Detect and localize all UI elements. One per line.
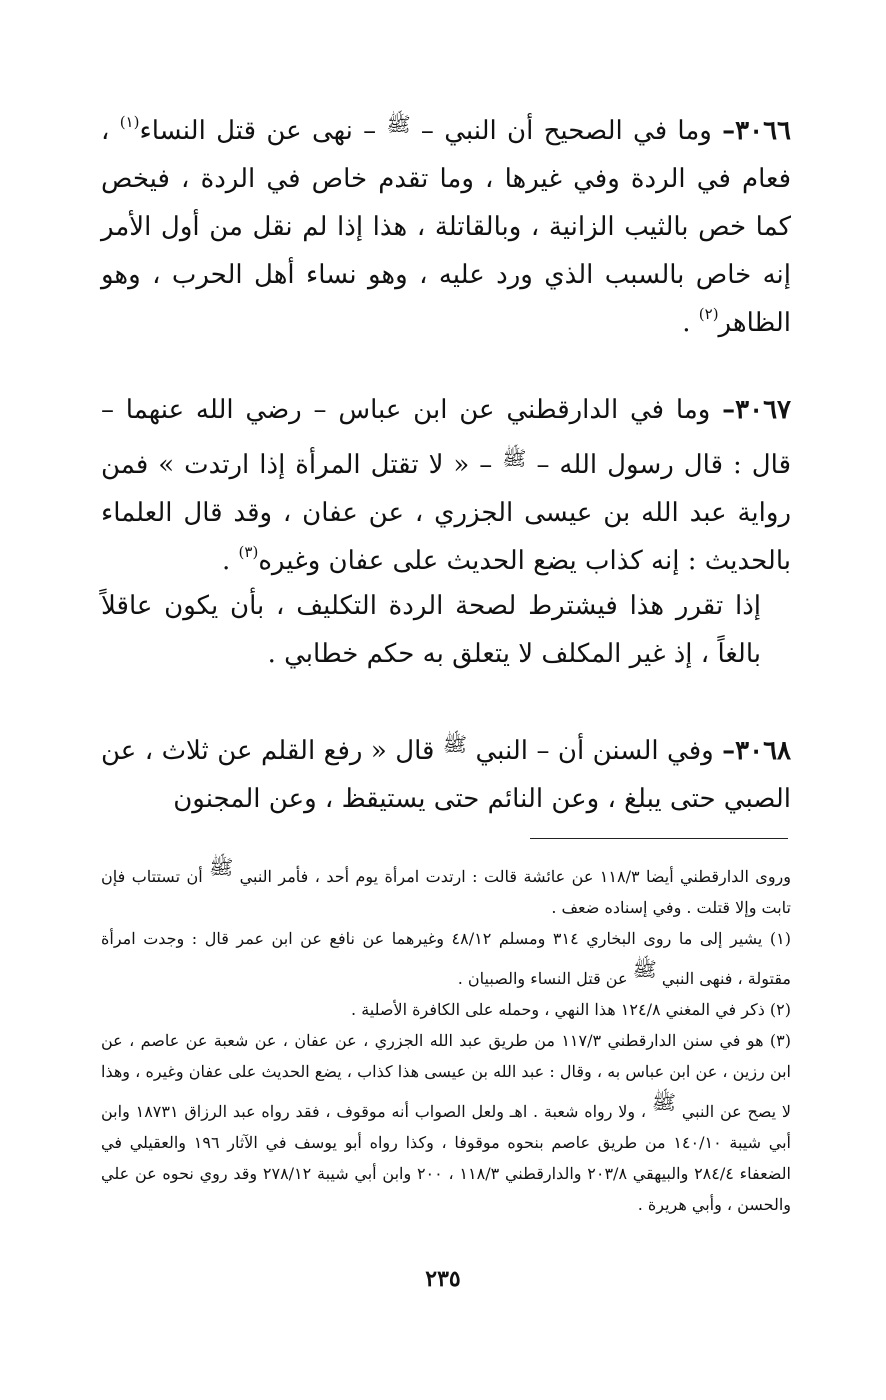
honorific-symbol: ﷺ [209, 855, 234, 879]
footnote-ref[interactable]: (٣) [238, 543, 259, 561]
footnote-2: (٢) ذكر في المغني ١٢٤/٨ هذا النهي ، وحمله على الكافرة الأصلية . [351, 1000, 791, 1019]
item-text: . [682, 308, 699, 338]
footnote-text: (١) يشير إلى ما روى البخاري ٣١٤ ومسلم ٤٨/١٢ وغيرهما عن نافع عن ابن عمر قال : وجدت امرأة مقتولة ، فنهى النبي [101, 929, 791, 988]
item-text: وما في الصحيح أن النبي – [410, 116, 723, 146]
footnotes-section [101, 852, 791, 1220]
paragraph-conditions [101, 582, 791, 678]
item-3066 [101, 100, 791, 347]
item-text: وفي السنن أن – النبي [467, 736, 723, 766]
item-3066-text [101, 100, 791, 347]
paragraph-text: إذا تقرر هذا فيشترط لصحة الردة التكليف ، بأن يكون عاقلاً بالغاً ، إذ غير المكلف لا يتعلق به حكم خطابي . [101, 591, 761, 669]
footnote-ref[interactable]: (٢) [698, 305, 719, 323]
footnote-text: عن قتل النساء والصبيان . [457, 969, 633, 988]
footnote-separator [530, 838, 788, 839]
item-text: – « لا تقتل المرأة إذا ارتدت » فمن رواية عبد الله بن عيسى الجزري ، عن عفان ، وقد قال العلماء بالحديث : إنه كذاب يضع الحديث على عفان وغيره [101, 450, 791, 576]
item-number: ٣٠٦٧– [722, 395, 791, 425]
item-3068-text [101, 720, 791, 823]
item-text: قال « رفع القلم عن ثلاث ، عن الصبي حتى يبلغ ، وعن النائم حتى يستيقظ ، وعن المجنون [101, 736, 791, 814]
footnote-text: أن تستتاب فإن تابت وإلا قتلت . وفي إسناده ضعف . [101, 867, 791, 917]
item-text: ، فعام في الردة وفي غيرها ، وما تقدم خاص في الردة ، فيخص كما خص بالثيب الزانية ، وبالقاتلة ، هذا إذا لم نقل من أول الأمر إنه خاص بالسبب الذي ورد عليه ، وهو نساء أهل الحرب ، وهو الظاهر [101, 116, 791, 338]
page-number: ٢٣٥ [425, 1266, 461, 1292]
honorific-symbol: ﷺ [651, 1090, 677, 1114]
honorific-symbol: ﷺ [502, 446, 527, 470]
footnote-3 [101, 1025, 791, 1220]
item-text: – نهى عن قتل النساء [139, 116, 387, 146]
honorific-symbol: ﷺ [632, 957, 657, 981]
footnote-text: وروى الدارقطني أيضا ١١٨/٣ عن عائشة قالت : ارتدت امرأة يوم أحد ، فأمر النبي [233, 867, 792, 886]
footnote-ref[interactable]: (١) [119, 113, 140, 131]
footnote-text: (٣) هو في سنن الدارقطني ١١٧/٣ من طريق عبد الله الجزري ، عن عفان ، عن شعبة عن عاصم ، عن ابن رزين ، عن ابن عباس به ، وقال : عبد الله بن عيسى هذا كذاب ، يضع الحديث على عفان وغيره ، وهذا لا يصح عن النبي [101, 1031, 792, 1121]
footnote-text: ، ولا رواه شعبة . اهـ ولعل الصواب أنه موقوف ، فقد رواه عبد الرزاق ١٨٧٣١ وابن أبي شيبة ١٤٠/١٠ من طريق عاصم بنحوه موقوفا ، وكذا رواه أبو يوسف في الآثار ١٩٦ والعقيلي في الضعفاء ٢٨٤/٤ والبيهقي ٢٠٣/٨ والدارقطني ١١٨/٣ ، ٢٠٠ وابن أبي شيبة ٢٧٨/١٢ وقد روي نحوه عن علي والحسن ، وأبي هريرة . [101, 1102, 791, 1214]
honorific-symbol: ﷺ [386, 112, 411, 136]
item-text: . [222, 546, 239, 576]
footnote-1 [101, 923, 791, 994]
item-text: وما في الدارقطني عن ابن عباس – رضي الله عنهما – قال : قال رسول الله – [101, 395, 792, 480]
item-number: ٣٠٦٨– [722, 736, 792, 766]
item-3067 [101, 386, 791, 585]
footnote-continued [101, 852, 791, 923]
item-3067-text [101, 386, 791, 585]
honorific-symbol: ﷺ [442, 732, 468, 756]
item-number: ٣٠٦٦– [722, 116, 791, 146]
item-3068 [101, 720, 791, 823]
